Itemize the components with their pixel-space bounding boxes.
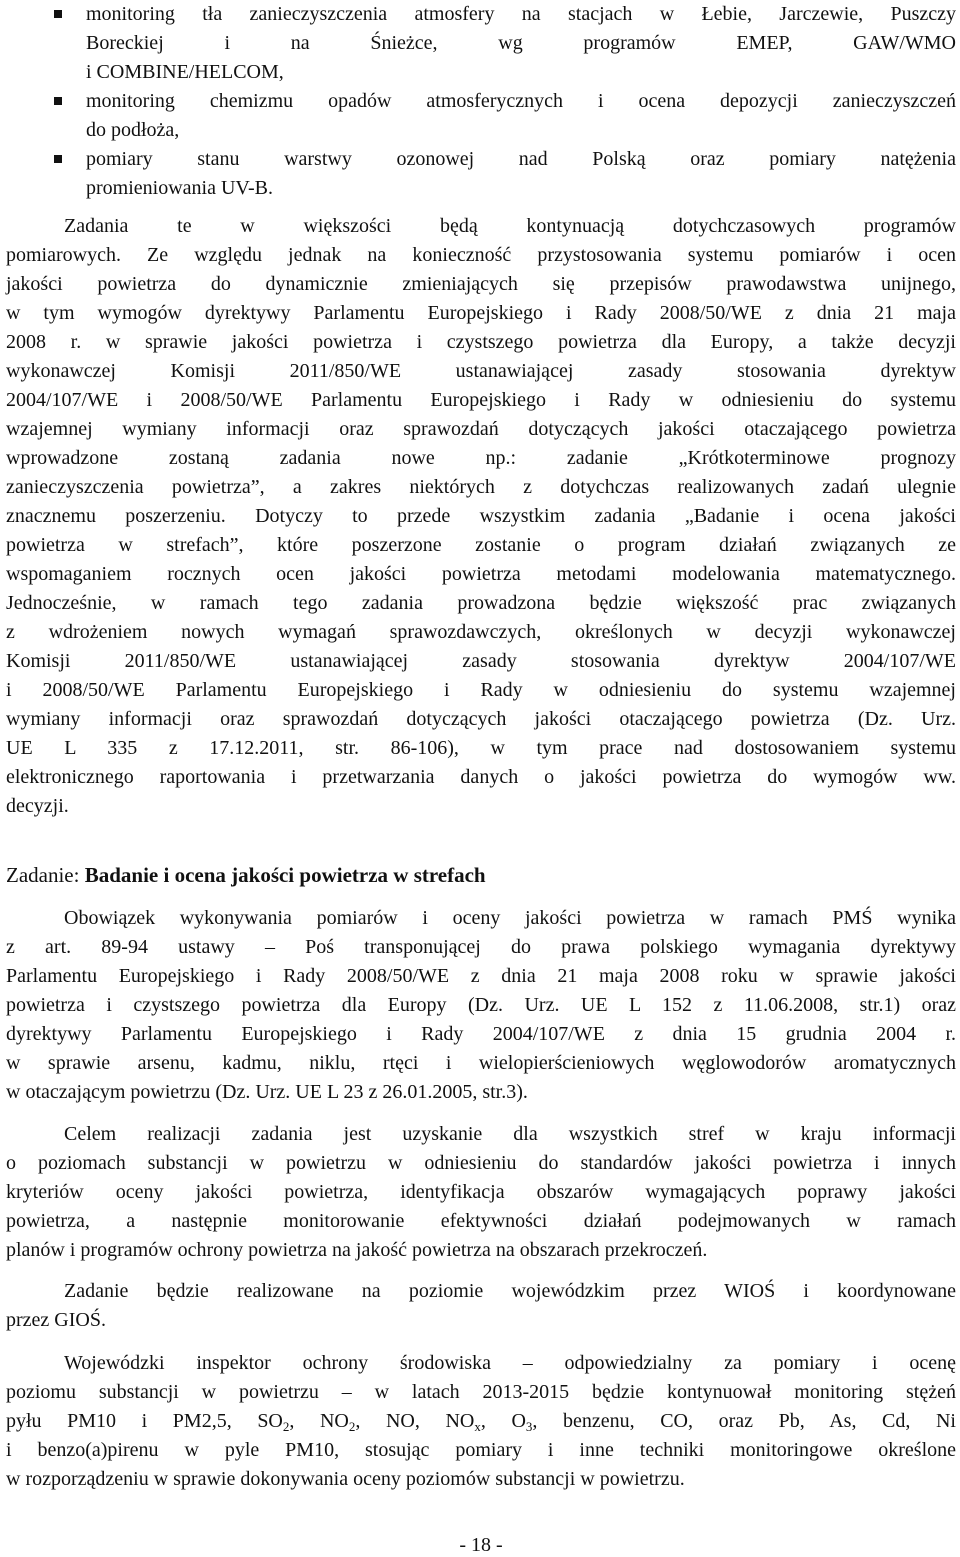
paragraph-intro: Zadania te w większości będą kontynuacją dotychczasowych programów pomiarowych. Ze względu jednak na konieczność przystosowania systemu pomiarów i ocen jakości powietrza do dynamicznie zmieniających się przepisów prawodawstwa unijnego, w tym wymogów dyrektywy Parlamentu Europejskiego i Rady 2008/50/WE z dnia 21 maja 2008 r. w sprawie jakości powietrza i czystszego powietrza dla Europy, a także decyzji wykonawczej Komisji 2011/850/WE ustanawiającej zasady stosowania dyrektyw 2004/107/WE i 2008/50/WE Parlamentu Europejskiego i Rady w odniesieniu do systemu wzajemnej wymiany informacji oraz sprawozdań dotyczących jakości otaczającego powietrza wprowadzone zostaną zadania nowe np.: zadanie „Krótkoterminowe prognozy zanieczyszczenia powietrza”, a zakres niektórych z dotychczas realizowanych zadań ulegnie znacznemu poszerzeniu. Dotyczy to przede wszystkim zadania „Badanie i ocena jakości powietrza w strefach”, które poszerzone zostanie o program działań związanych ze wspomaganiem rocznych ocen jakości powietrza metodami modelowania matematycznego. Jednocześnie, w ramach tego zadania prowadzona będzie większość prac związanych z wdrożeniem nowych wymagań sprawozdawczych, określonych w decyzji wykonawczej Komisji 2011/850/WE ustanawiającej zasady stosowania dyrektyw 2004/107/WE i 2008/50/WE Parlamentu Europejskiego i Rady w odniesieniu do systemu wzajemnej wymiany informacji oraz sprawozdań dotyczących jakości otaczającego powietrza (Dz. Urz. UE L 335 z 17.12.2011, str. 86-106), w tym prace nad dostosowaniem systemu elektronicznego raportowania i przetwarzania danych o jakości powietrza do wymogów ww. decyzji. — [6, 215, 956, 817]
paragraph-realization: Zadanie będzie realizowane na poziomie wojewódzkim przez WIOŚ i koordynowane przez GIOŚ. — [6, 1280, 956, 1331]
paragraph-inspector: Wojewódzki inspektor ochrony środowiska – odpowiedzialny za pomiary i ocenę poziomu substancji w powietrzu – w latach 2013-2015 będzie kontynuował monitoring stężeń pyłu PM10 i PM2,5, $SO_2$, $NO_2$, NO, $NO_x$, $O_3$, benzenu, CO, oraz Pb, As, Cd, Ni i benzo(a)pirenu w pyle PM10, stosując pomiary i inne techniki monitoringowe określone w rozporządzeniu w sprawie dokonywania oceny poziomów substancji w powietrzu. — [6, 1352, 956, 1490]
bullet-item: monitoring chemizmu opadów atmosferycznych i ocena depozycji zanieczyszczeń do podłoża, — [6, 87, 956, 145]
bullet-item: pomiary stanu warstwy ozonowej nad Polską oraz pomiary natężenia promieniowania UV-B. — [6, 145, 956, 203]
bullet-square-icon — [54, 155, 62, 163]
page-number: - 18 - — [459, 1534, 503, 1556]
pollutants-line: pyłu PM10 i PM2,5, $SO_2$, $NO_2$, NO, $NO_x$, $O_3$, benzenu, CO, oraz Pb, As, Cd, Ni — [6, 1410, 956, 1434]
paragraph-goal: Celem realizacji zadania jest uzyskanie dla wszystkich stref w kraju informacji o poziomach substancji w powietrzu w odniesieniu do standardów jakości powietrza i innych kryteriów oceny jakości powietrza, identyfikacja obszarów wymagających poprawy jakości powietrza, a następnie monitorowanie efektywności działań podejmowanych w ramach planów i programów ochrony powietrza na jakość powietrza na obszarach przekroczeń. — [6, 1123, 956, 1261]
bullet-list — [6, 0, 956, 203]
document-page — [6, 0, 956, 1557]
heading-title: Badanie i ocena jakości powietrza w strefach — [84, 863, 486, 887]
bullet-square-icon — [54, 10, 62, 18]
heading-prefix: Zadanie: — [6, 863, 85, 887]
section-heading — [6, 861, 956, 890]
bullet-item: monitoring tła zanieczyszczenia atmosfery na stacjach w Łebie, Jarczewie, Puszczy Boreckiej i na Śnieżce, wg programów EMEP, GAW/WMO i COMBINE/HELCOM, — [6, 0, 956, 87]
bullet-square-icon — [54, 97, 62, 105]
paragraph-obligation: Obowiązek wykonywania pomiarów i oceny jakości powietrza w ramach PMŚ wynika z art. 89-94 ustawy – Poś transponującej do prawa polskiego wymagania dyrektywy Parlamentu Europejskiego i Rady 2008/50/WE z dnia 21 maja 2008 roku w sprawie jakości powietrza i czystszego powietrza dla Europy (Dz. Urz. UE L 152 z 11.06.2008, str.1) oraz dyrektywy Parlamentu Europejskiego i Rady 2004/107/WE z dnia 15 grudnia 2004 r. w sprawie arsenu, kadmu, niklu, rtęci i wielopierścieniowych węglowodorów aromatycznych w otaczającym powietrzu (Dz. Urz. UE L 23 z 26.01.2005, str.3). — [6, 907, 956, 1103]
